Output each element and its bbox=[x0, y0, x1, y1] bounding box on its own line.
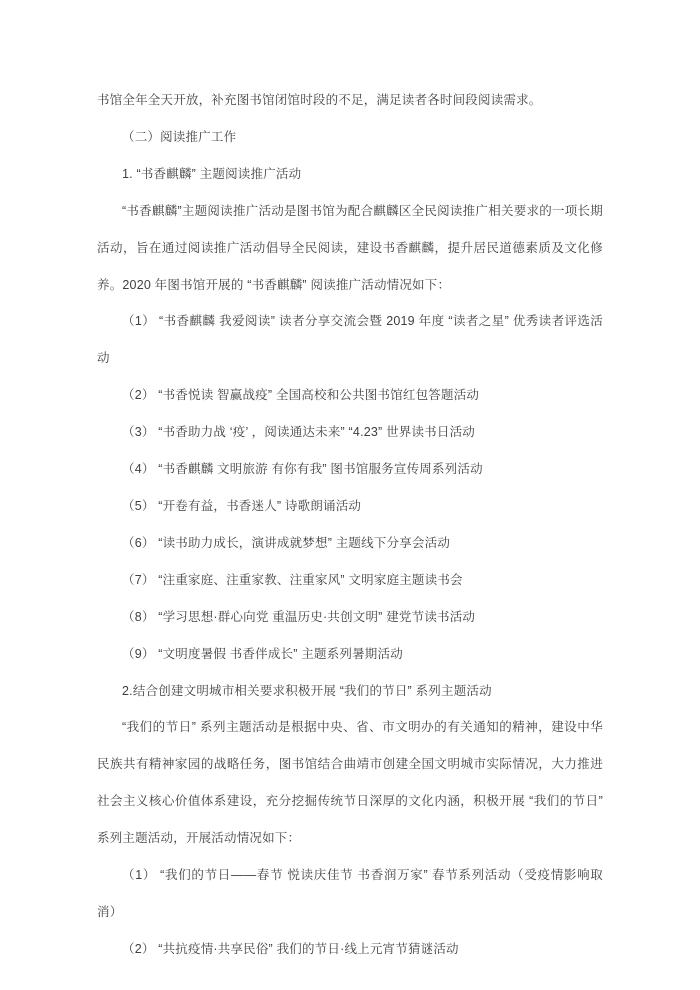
list-item-a9: （9） “文明度暑假 书香伴成长” 主题系列暑期活动 bbox=[122, 646, 403, 661]
paragraph-continuation: 书馆全年全天开放，补充图书馆闭馆时段的不足，满足读者各时间段阅读需求。 bbox=[97, 93, 542, 107]
section-heading-reading-promotion: （二）阅读推广工作 bbox=[122, 129, 237, 144]
list-item-a1: （1） “书香麒麟 我爱阅读” 读者分享交流会暨 2019 年度 “读者之星” 优秀读者评选活动 bbox=[97, 314, 603, 366]
paragraph-shuxiang-qilin-intro: “书香麒麟”主题阅读推广活动是图书馆为配合麒麟区全民阅读推广相关要求的一项长期活动，旨在通过阅读推广活动倡导全民阅读，建设书香麒麟，提升居民道德素质及文化修养。2020 年图书馆开展的 “书香麒麟” 阅读推广活动情况如下： bbox=[97, 203, 603, 292]
list-item-a6: （6） “读书助力成长，演讲成就梦想” 主题线下分享会活动 bbox=[122, 535, 451, 550]
list-item-a8: （8） “学习思想·群心向党 重温历史·共创文明” 建党节读书活动 bbox=[122, 609, 476, 624]
list-item-b1: （1） “我们的节日——春节 悦读庆佳节 书香润万家” 春节系列活动（受疫情影响取消） bbox=[97, 868, 603, 919]
list-item-a2: （2） “书香悦读 智赢战疫” 全国高校和公共图书馆红包答题活动 bbox=[122, 388, 480, 403]
list-item-a3: （3） “书香助力战 ‘疫’ ，阅读通达未来” “4.23” 世界读书日活动 bbox=[122, 425, 475, 440]
paragraph-our-festivals-intro: “我们的节日” 系列主题活动是根据中央、省、市文明办的有关通知的精神，建设中华民族共有精神家园的战略任务，图书馆结合曲靖市创建全国文明城市实际情况，大力推进社会主义核心价值体系建设，充分挖掘传统节日深厚的文化内涵，积极开展 “我们的节日” 系列主题活动，开展活动情况如下： bbox=[97, 720, 603, 846]
subheading-shuxiang-qilin-activity: 1. “书香麒麟” 主题阅读推广活动 bbox=[122, 166, 302, 181]
list-item-a5: （5） “开卷有益，书香迷人” 诗歌朗诵活动 bbox=[122, 498, 362, 513]
document-body bbox=[97, 82, 603, 968]
list-item-a4: （4） “书香麒麟 文明旅游 有你有我” 图书馆服务宣传周系列活动 bbox=[122, 462, 483, 477]
list-item-b2: （2） “共抗疫情·共享民俗” 我们的节日·线上元宵节猜谜活动 bbox=[122, 941, 459, 956]
list-item-a7: （7） “注重家庭、注重家教、注重家风” 文明家庭主题读书会 bbox=[122, 572, 463, 587]
subheading-our-festivals-activity: 2.结合创建文明城市相关要求积极开展 “我们的节日” 系列主题活动 bbox=[122, 683, 492, 698]
